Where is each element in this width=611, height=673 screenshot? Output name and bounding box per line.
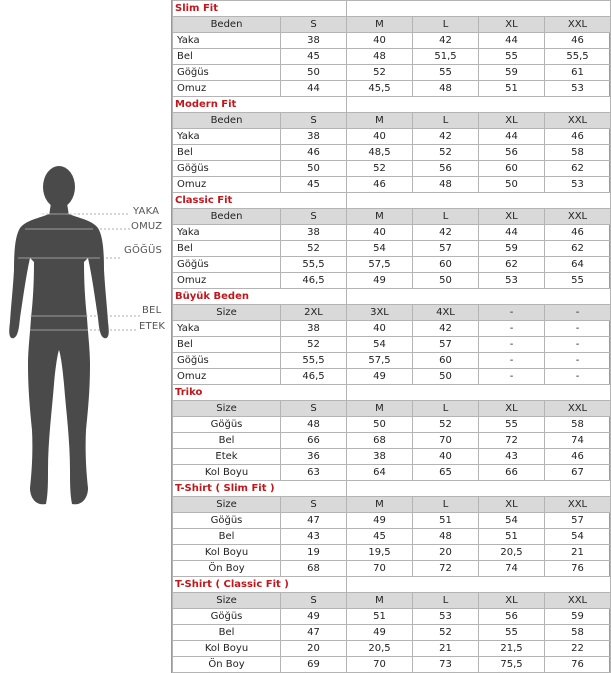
measurement-value: 59 — [479, 65, 545, 81]
measurement-value: 50 — [347, 417, 413, 433]
measurement-row — [173, 81, 611, 97]
size-header-cell: S — [281, 401, 347, 417]
section-title-spacer — [347, 481, 611, 497]
measurement-value: 50 — [413, 273, 479, 289]
measurement-value: 62 — [545, 161, 611, 177]
measurement-value: 43 — [281, 529, 347, 545]
measurement-value: 44 — [479, 225, 545, 241]
measurement-value: 48,5 — [347, 145, 413, 161]
size-chart-tables — [171, 0, 610, 673]
measurement-value: 49 — [347, 369, 413, 385]
measurement-value: 49 — [347, 273, 413, 289]
measurement-value: 76 — [545, 657, 611, 673]
size-header-cell: S — [281, 113, 347, 129]
measurement-value: 46 — [545, 129, 611, 145]
measurement-value: 55 — [479, 417, 545, 433]
measurement-value: 51,5 — [413, 49, 479, 65]
size-header-cell: XXL — [545, 593, 611, 609]
measurement-value: 68 — [281, 561, 347, 577]
measurement-value: 72 — [479, 433, 545, 449]
measurement-value: 42 — [413, 33, 479, 49]
measurement-value: 45 — [347, 529, 413, 545]
size-header-cell: M — [347, 17, 413, 33]
measurement-value: - — [545, 337, 611, 353]
section-title-spacer — [347, 97, 611, 113]
size-header-cell: - — [479, 305, 545, 321]
measurement-row — [173, 513, 611, 529]
measurement-value: 53 — [413, 609, 479, 625]
section-title-row — [173, 289, 611, 305]
size-header-cell: L — [413, 497, 479, 513]
section-title-row — [173, 97, 611, 113]
size-header-cell: XXL — [545, 209, 611, 225]
measurement-value: 56 — [479, 609, 545, 625]
measurement-label: Kol Boyu — [173, 641, 281, 657]
measurement-value: 67 — [545, 465, 611, 481]
measurement-value: 19,5 — [347, 545, 413, 561]
measurement-value: 54 — [347, 337, 413, 353]
measurement-value: 54 — [347, 241, 413, 257]
measurement-value: 57 — [413, 337, 479, 353]
size-header-cell: XL — [479, 497, 545, 513]
size-header-row — [173, 305, 611, 321]
measurement-value: 68 — [347, 433, 413, 449]
measurement-value: 38 — [281, 33, 347, 49]
size-header-cell: XL — [479, 17, 545, 33]
measurement-label: Omuz — [173, 273, 281, 289]
size-header-cell: M — [347, 593, 413, 609]
measurement-value: 53 — [545, 177, 611, 193]
size-header-label: Size — [173, 305, 281, 321]
size-header-cell: L — [413, 17, 479, 33]
section-title: Slim Fit — [173, 1, 347, 17]
measurement-value: 46 — [347, 177, 413, 193]
measurement-value: 55 — [479, 49, 545, 65]
measurement-value: 40 — [347, 225, 413, 241]
measurement-value: 53 — [545, 81, 611, 97]
measurement-row — [173, 273, 611, 289]
section-title-spacer — [347, 1, 611, 17]
measurement-value: 60 — [479, 161, 545, 177]
measurement-value: 40 — [347, 321, 413, 337]
measurement-value: 55 — [413, 65, 479, 81]
measurement-label: Etek — [173, 449, 281, 465]
measurement-value: 44 — [479, 129, 545, 145]
measurement-value: 65 — [413, 465, 479, 481]
measurement-value: 62 — [545, 241, 611, 257]
size-header-row — [173, 113, 611, 129]
measurement-value: 59 — [545, 609, 611, 625]
measurement-value: 46 — [545, 225, 611, 241]
size-header-row — [173, 497, 611, 513]
measurement-value: 20 — [281, 641, 347, 657]
measurement-row — [173, 49, 611, 65]
size-header-label: Beden — [173, 113, 281, 129]
measurement-value: 60 — [413, 257, 479, 273]
measurement-value: - — [479, 321, 545, 337]
omuz-label: OMUZ — [131, 221, 163, 232]
measurement-label: Göğüs — [173, 257, 281, 273]
size-header-cell: XXL — [545, 401, 611, 417]
measurement-value: 74 — [545, 433, 611, 449]
section-title-spacer — [347, 193, 611, 209]
measurement-label: Kol Boyu — [173, 545, 281, 561]
size-header-cell: XL — [479, 593, 545, 609]
measurement-value: 21 — [545, 545, 611, 561]
measurement-value: 50 — [281, 161, 347, 177]
human-body-silhouette-icon — [0, 0, 171, 673]
measurement-value: 46 — [545, 449, 611, 465]
measurement-value: 40 — [413, 449, 479, 465]
measurement-value: 58 — [545, 417, 611, 433]
measurement-label: Göğüs — [173, 353, 281, 369]
measurement-value: 57 — [413, 241, 479, 257]
measurement-value: 38 — [281, 225, 347, 241]
size-header-cell: S — [281, 497, 347, 513]
size-header-cell: 2XL — [281, 305, 347, 321]
measurement-value: 44 — [281, 81, 347, 97]
measurement-label: Göğüs — [173, 417, 281, 433]
section-title: Büyük Beden — [173, 289, 347, 305]
measurement-value: 52 — [347, 161, 413, 177]
section-title-spacer — [347, 577, 611, 593]
size-header-cell: XL — [479, 113, 545, 129]
measurement-label: Bel — [173, 241, 281, 257]
size-header-cell: 3XL — [347, 305, 413, 321]
size-header-label: Size — [173, 401, 281, 417]
size-header-cell: S — [281, 209, 347, 225]
measurement-value: 55,5 — [281, 353, 347, 369]
size-chart-table — [172, 0, 611, 673]
body-figure-panel — [0, 0, 171, 673]
measurement-value: 57 — [545, 513, 611, 529]
measurement-value: 57,5 — [347, 257, 413, 273]
measurement-label: Ön Boy — [173, 561, 281, 577]
yaka-label: YAKA — [133, 206, 160, 217]
measurement-row — [173, 33, 611, 49]
measurement-value: 51 — [479, 81, 545, 97]
measurement-row — [173, 337, 611, 353]
measurement-value: 21,5 — [479, 641, 545, 657]
measurement-row — [173, 433, 611, 449]
measurement-value: 36 — [281, 449, 347, 465]
measurement-value: 47 — [281, 625, 347, 641]
size-header-label: Beden — [173, 209, 281, 225]
measurement-row — [173, 177, 611, 193]
measurement-value: 21 — [413, 641, 479, 657]
measurement-label: Göğüs — [173, 161, 281, 177]
measurement-value: 20,5 — [479, 545, 545, 561]
measurement-value: 54 — [479, 513, 545, 529]
size-header-cell: XL — [479, 209, 545, 225]
measurement-row — [173, 65, 611, 81]
measurement-label: Göğüs — [173, 65, 281, 81]
measurement-value: 42 — [413, 225, 479, 241]
section-title: Modern Fit — [173, 97, 347, 113]
size-header-cell: XXL — [545, 17, 611, 33]
measurement-value: 52 — [413, 417, 479, 433]
measurement-row — [173, 625, 611, 641]
measurement-value: - — [479, 337, 545, 353]
measurement-value: 55,5 — [281, 257, 347, 273]
bel-label: BEL — [142, 305, 162, 316]
measurement-value: 56 — [479, 145, 545, 161]
size-header-cell: - — [545, 305, 611, 321]
size-header-label: Size — [173, 593, 281, 609]
size-header-row — [173, 209, 611, 225]
measurement-value: 74 — [479, 561, 545, 577]
size-header-cell: L — [413, 209, 479, 225]
measurement-value: 45,5 — [347, 81, 413, 97]
measurement-value: 52 — [413, 145, 479, 161]
measurement-row — [173, 561, 611, 577]
measurement-value: 52 — [347, 65, 413, 81]
measurement-value: 22 — [545, 641, 611, 657]
section-title-row — [173, 577, 611, 593]
measurement-value: 63 — [281, 465, 347, 481]
measurement-label: Bel — [173, 529, 281, 545]
measurement-row — [173, 609, 611, 625]
measurement-value: 72 — [413, 561, 479, 577]
measurement-value: 51 — [413, 513, 479, 529]
measurement-label: Bel — [173, 433, 281, 449]
measurement-value: 38 — [347, 449, 413, 465]
measurement-value: 59 — [479, 241, 545, 257]
measurement-value: 48 — [281, 417, 347, 433]
measurement-value: 20 — [413, 545, 479, 561]
measurement-value: 70 — [413, 433, 479, 449]
measurement-value: 46,5 — [281, 369, 347, 385]
measurement-value: 66 — [479, 465, 545, 481]
measurement-value: - — [545, 353, 611, 369]
measurement-value: 52 — [413, 625, 479, 641]
measurement-row — [173, 353, 611, 369]
measurement-label: Omuz — [173, 81, 281, 97]
measurement-value: 20,5 — [347, 641, 413, 657]
measurement-value: 38 — [281, 129, 347, 145]
size-header-cell: M — [347, 113, 413, 129]
measurement-value: 48 — [413, 529, 479, 545]
measurement-row — [173, 545, 611, 561]
measurement-row — [173, 641, 611, 657]
measurement-value: 70 — [347, 657, 413, 673]
measurement-value: 48 — [413, 177, 479, 193]
measurement-value: 48 — [347, 49, 413, 65]
measurement-value: 40 — [347, 129, 413, 145]
measurement-value: 76 — [545, 561, 611, 577]
measurement-value: 53 — [479, 273, 545, 289]
measurement-value: 64 — [545, 257, 611, 273]
measurement-label: Bel — [173, 337, 281, 353]
size-header-row — [173, 401, 611, 417]
section-title-row — [173, 193, 611, 209]
measurement-label: Omuz — [173, 369, 281, 385]
measurement-value: 50 — [479, 177, 545, 193]
size-header-cell: L — [413, 401, 479, 417]
measurement-value: 58 — [545, 145, 611, 161]
measurement-value: 55 — [545, 273, 611, 289]
size-header-row — [173, 593, 611, 609]
measurement-value: 46 — [545, 33, 611, 49]
measurement-value: 52 — [281, 241, 347, 257]
measurement-value: 49 — [347, 625, 413, 641]
size-header-cell: S — [281, 17, 347, 33]
size-header-cell: S — [281, 593, 347, 609]
section-title: T-Shirt ( Classic Fit ) — [173, 577, 347, 593]
measurement-value: 58 — [545, 625, 611, 641]
measurement-value: 42 — [413, 321, 479, 337]
gogus-label: GÖĞÜS — [124, 245, 163, 256]
measurement-value: 40 — [347, 33, 413, 49]
measurement-value: 45 — [281, 49, 347, 65]
measurement-value: 56 — [413, 161, 479, 177]
section-title-row — [173, 385, 611, 401]
measurement-value: - — [479, 353, 545, 369]
section-title-row — [173, 481, 611, 497]
measurement-label: Bel — [173, 145, 281, 161]
measurement-label: Ön Boy — [173, 657, 281, 673]
measurement-value: 62 — [479, 257, 545, 273]
measurement-label: Bel — [173, 49, 281, 65]
size-header-cell: XXL — [545, 497, 611, 513]
measurement-value: 49 — [281, 609, 347, 625]
measurement-row — [173, 465, 611, 481]
measurement-value: - — [545, 321, 611, 337]
measurement-value: 44 — [479, 33, 545, 49]
measurement-value: 73 — [413, 657, 479, 673]
section-title-spacer — [347, 289, 611, 305]
measurement-value: 60 — [413, 353, 479, 369]
measurement-label: Göğüs — [173, 609, 281, 625]
measurement-row — [173, 129, 611, 145]
measurement-value: 55 — [479, 625, 545, 641]
measurement-value: 19 — [281, 545, 347, 561]
measurement-row — [173, 161, 611, 177]
measurement-label: Yaka — [173, 129, 281, 145]
measurement-value: 50 — [281, 65, 347, 81]
measurement-value: 43 — [479, 449, 545, 465]
measurement-value: 51 — [479, 529, 545, 545]
measurement-value: 52 — [281, 337, 347, 353]
measurement-label: Yaka — [173, 225, 281, 241]
measurement-value: 46 — [281, 145, 347, 161]
size-header-cell: M — [347, 401, 413, 417]
size-header-row — [173, 17, 611, 33]
measurement-value: - — [545, 369, 611, 385]
measurement-row — [173, 369, 611, 385]
section-title: Triko — [173, 385, 347, 401]
size-header-cell: M — [347, 209, 413, 225]
measurement-value: 55,5 — [545, 49, 611, 65]
section-title-spacer — [347, 385, 611, 401]
measurement-row — [173, 657, 611, 673]
measurement-value: 75,5 — [479, 657, 545, 673]
measurement-value: 46,5 — [281, 273, 347, 289]
measurement-row — [173, 321, 611, 337]
measurement-label: Göğüs — [173, 513, 281, 529]
measurement-value: 64 — [347, 465, 413, 481]
section-title: Classic Fit — [173, 193, 347, 209]
measurement-label: Bel — [173, 625, 281, 641]
measurement-value: 48 — [413, 81, 479, 97]
size-header-cell: XXL — [545, 113, 611, 129]
size-header-cell: 4XL — [413, 305, 479, 321]
size-header-label: Beden — [173, 17, 281, 33]
measurement-value: 54 — [545, 529, 611, 545]
size-header-cell: L — [413, 593, 479, 609]
section-title: T-Shirt ( Slim Fit ) — [173, 481, 347, 497]
measurement-value: 45 — [281, 177, 347, 193]
measurement-value: 61 — [545, 65, 611, 81]
measurement-value: 69 — [281, 657, 347, 673]
measurement-value: 49 — [347, 513, 413, 529]
size-header-cell: XL — [479, 401, 545, 417]
measurement-label: Yaka — [173, 321, 281, 337]
measurement-label: Yaka — [173, 33, 281, 49]
measurement-value: - — [479, 369, 545, 385]
measurement-value: 70 — [347, 561, 413, 577]
measurement-label: Kol Boyu — [173, 465, 281, 481]
measurement-row — [173, 417, 611, 433]
measurement-value: 51 — [347, 609, 413, 625]
measurement-row — [173, 257, 611, 273]
measurement-row — [173, 145, 611, 161]
measurement-row — [173, 225, 611, 241]
section-title-row — [173, 1, 611, 17]
measurement-value: 42 — [413, 129, 479, 145]
measurement-label: Omuz — [173, 177, 281, 193]
measurement-row — [173, 241, 611, 257]
size-header-label: Size — [173, 497, 281, 513]
measurement-value: 38 — [281, 321, 347, 337]
size-header-cell: L — [413, 113, 479, 129]
measurement-row — [173, 529, 611, 545]
etek-label: ETEK — [139, 321, 166, 332]
measurement-value: 50 — [413, 369, 479, 385]
measurement-value: 57,5 — [347, 353, 413, 369]
measurement-value: 66 — [281, 433, 347, 449]
measurement-value: 47 — [281, 513, 347, 529]
measurement-row — [173, 449, 611, 465]
size-header-cell: M — [347, 497, 413, 513]
